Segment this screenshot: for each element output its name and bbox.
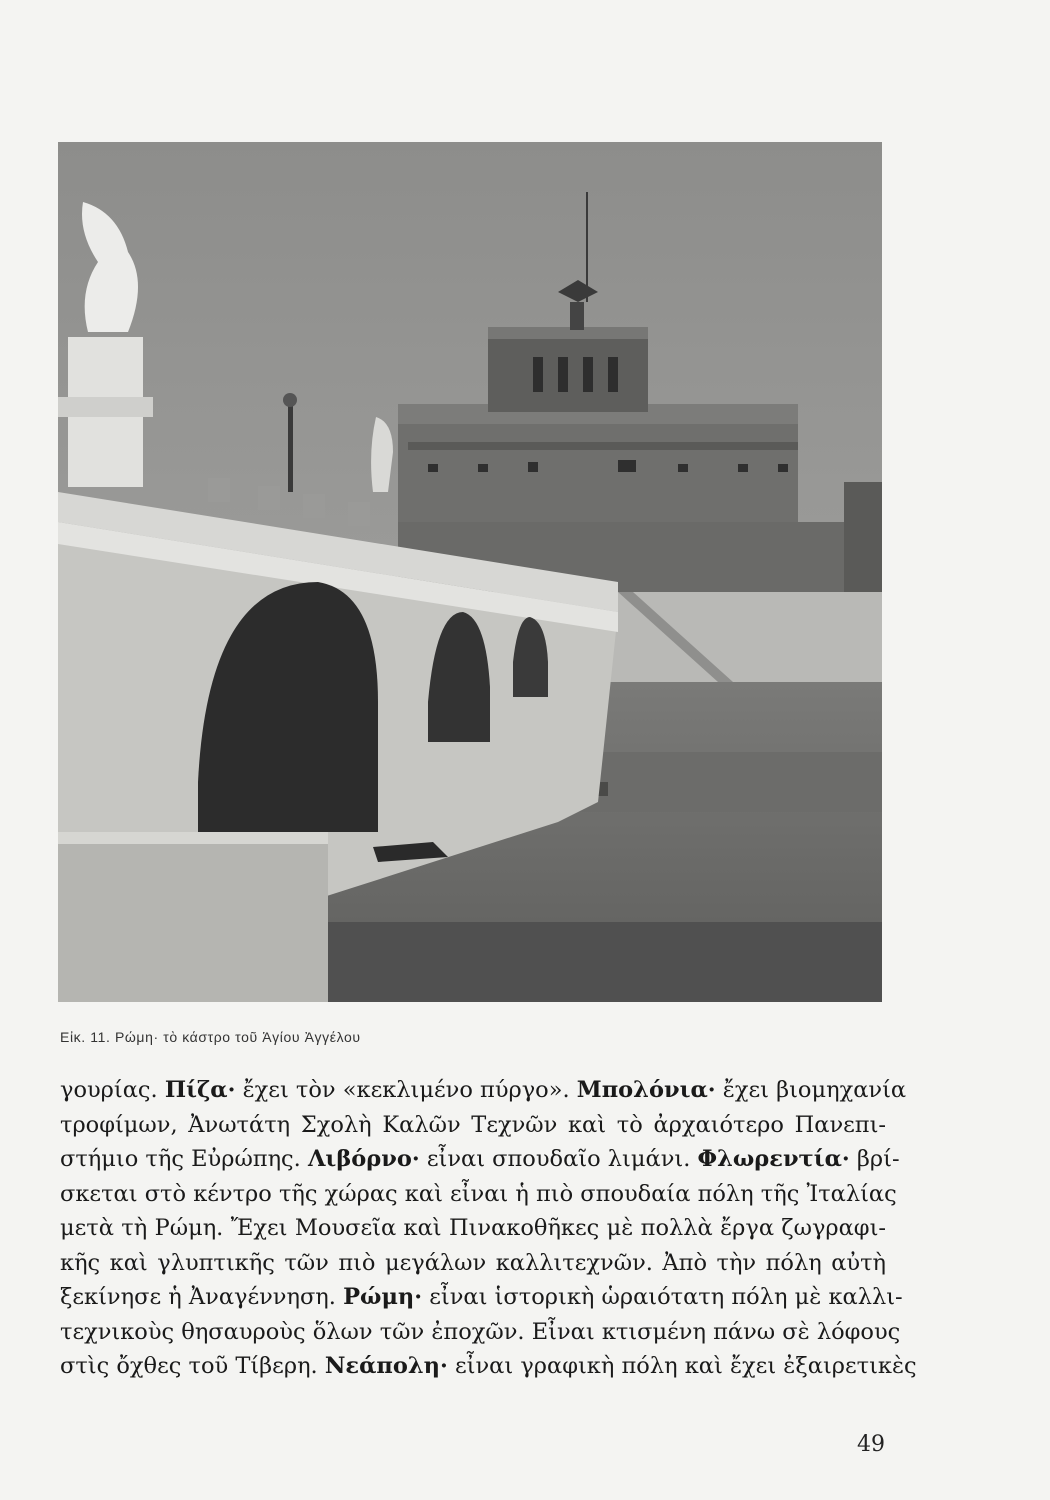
text-line [60,1280,903,1315]
city-name-bold: Πίζα· [164,1077,236,1103]
text-segment: τεχνικοὺς θησαυροὺς ὅλων τῶν ἐποχῶν. Εἶναι κτισμένη πάνω σὲ λόφους [60,1318,901,1345]
text-segment: μετὰ τὴ Ρώμη. Ἔχει Μουσεῖα καὶ Πινακοθῆκες μὲ πολλὰ ἔργα ζωγραφι- [60,1215,886,1241]
city-name-bold: Ρώμη· [343,1284,423,1310]
text-segment: τροφίμων, Ἀνωτάτη Σχολὴ Καλῶν Τεχνῶν καὶ τὸ ἀρχαιότερο Πανεπι- [60,1111,886,1138]
text-segment: ἔχει βιομηχανία [715,1077,907,1103]
city-name-bold: Φλωρεντία· [697,1146,850,1172]
text-line [60,1349,917,1384]
text-segment: εἶναι σπουδαῖο λιμάνι. [419,1146,698,1172]
text-line [60,1315,901,1350]
text-segment: κῆς καὶ γλυπτικῆς τῶν πιὸ μεγάλων καλλιτεχνῶν. Ἀπὸ τὴν πόλη αὐτὴ [60,1249,886,1276]
text-segment: γουρίας. [60,1077,165,1103]
text-segment: εἶναι γραφικὴ πόλη καὶ ἔχει ἐξαιρετικὲς [447,1353,917,1379]
figure-caption: Εἰκ. 11. Ρώμη· τὸ κάστρο τοῦ Ἁγίου Ἀγγέλου [60,1029,361,1045]
figure-photo-castel-sant-angelo [58,142,882,1002]
text-line [60,1073,907,1108]
text-segment: ξεκίνησε ἡ Ἀναγέννηση. [60,1284,344,1310]
text-segment: στήμιο τῆς Εὐρώπης. [60,1146,308,1172]
page-number: 49 [857,1432,885,1457]
text-line [60,1211,886,1246]
text-segment: στὶς ὄχθες τοῦ Τίβερη. [60,1353,325,1379]
city-name-bold: Νεάπολη· [324,1353,448,1379]
text-line [60,1177,897,1212]
text-segment: εἶναι ἱστορικὴ ὡραιότατη πόλη μὲ καλλι- [422,1284,903,1310]
city-name-bold: Μπολόνια· [576,1077,716,1103]
body-text [60,1073,917,1384]
text-segment: βρί- [849,1146,900,1172]
text-segment: ἔχει τὸν «κεκλιμένο πύργο». [235,1077,577,1103]
text-line [60,1246,886,1281]
text-line [60,1142,900,1177]
bridge-castle-illustration [58,142,882,1002]
city-name-bold: Λιβόρνο· [307,1146,420,1172]
text-segment: σκεται στὸ κέντρο τῆς χώρας καὶ εἶναι ἡ πιὸ σπουδαία πόλη τῆς Ἰταλίας [60,1180,897,1207]
text-line [60,1108,886,1143]
